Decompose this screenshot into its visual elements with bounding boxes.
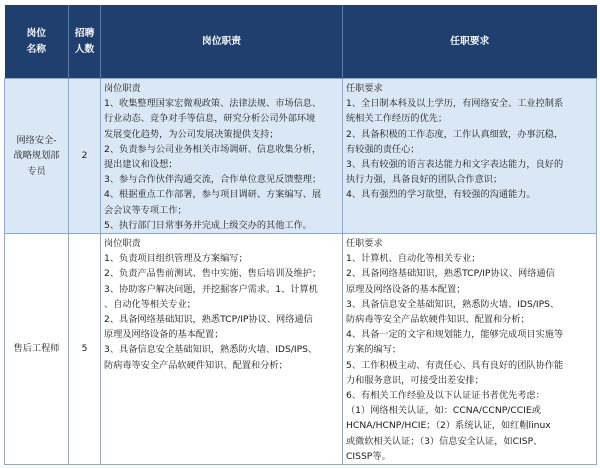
position-name-cell: 售后工程师 (5, 234, 69, 465)
header-duties: 岗位职责 (101, 5, 343, 79)
duties-cell: 岗位职责 1、收集整理国家宏微观政策、法律法规、市场信息、 行业动态、竞争对手等信息，研究分析公司外部环境 发展变化趋势，为公司发展决策提供支持； 2、负责参与公司业务相关市场调研、信息收集分析， 提出建议和设想； 3、参与合作伙伴沟通交流，合作单位意见反馈整理； 4、根据重点工作部署，参与项目调研、方案编写、展 会会议等专项工作； 5、执行部门日常事务并完成上级交办的其他工作。 (101, 79, 343, 234)
requirements-cell: 任职要求 1、全日制本科及以上学历，有网络安全、工业控制系 统相关工作经历的优先； 2、具备积极的工作态度，工作认真细致，办事沉稳， 有较强的责任心； 3、具有较强的语言表达能力和文字表达能力，良好的 执行力强，具备良好的团队合作意识； 4、具有强烈的学习欲望，有较强的沟通能力。 (343, 79, 597, 234)
duties-cell: 岗位职责 1、负责项目组织管理及方案编写； 2、负责产品售前测试、售中实施、售后培训及维护； 3、协助客户解决问题，并挖掘客户需求。1、计算机 、自动化等相关专业； 2、具备网络基础知识，熟悉TCP/IP协议、网络通信 原理及网络设备的基本配置； 3、具备信息安全基础知识，熟悉防火墙、IDS/IPS、 防病毒等安全产品软硬件知识、配置和分析； (101, 234, 343, 465)
header-hiring-count: 招聘 人数 (69, 5, 101, 79)
header-position-name: 岗位 名称 (5, 5, 69, 79)
requirements-cell: 任职要求 1、计算机、自动化等相关专业； 2、具备网络基础知识，熟悉TCP/IP协议、网络通信 原理及网络设备的基本配置； 3、具备信息安全基础知识，熟悉防火墙、IDS/IPS、 防病毒等安全产品软硬件知识、配置和分析； 4、具备一定的文字和规划能力，能够完成项目实施等 方案的编写； 5、工作积极主动、有责任心、具有良好的团队协作能 力和服务意识，可接受出差安排； 6、有相关工作经验及以下认证证书者优先考虑： （1）网络相关认证，如：CCNA/CCNP/CCIE或 HCNA/HCNP/HCIE；（2）系统认证，如红帽linux 或微软相关认证；（3）信息安全认证，如CISP、 CISSP等。 (343, 234, 597, 465)
table-row (5, 79, 597, 234)
table-header-row (5, 5, 597, 79)
table-row (5, 234, 597, 465)
position-name-cell: 网络安全- 战略规划部 专员 (5, 79, 69, 234)
hiring-count-cell: 2 (69, 79, 101, 234)
hiring-count-cell: 5 (69, 234, 101, 465)
job-table (4, 5, 597, 465)
header-requirements: 任职要求 (343, 5, 597, 79)
